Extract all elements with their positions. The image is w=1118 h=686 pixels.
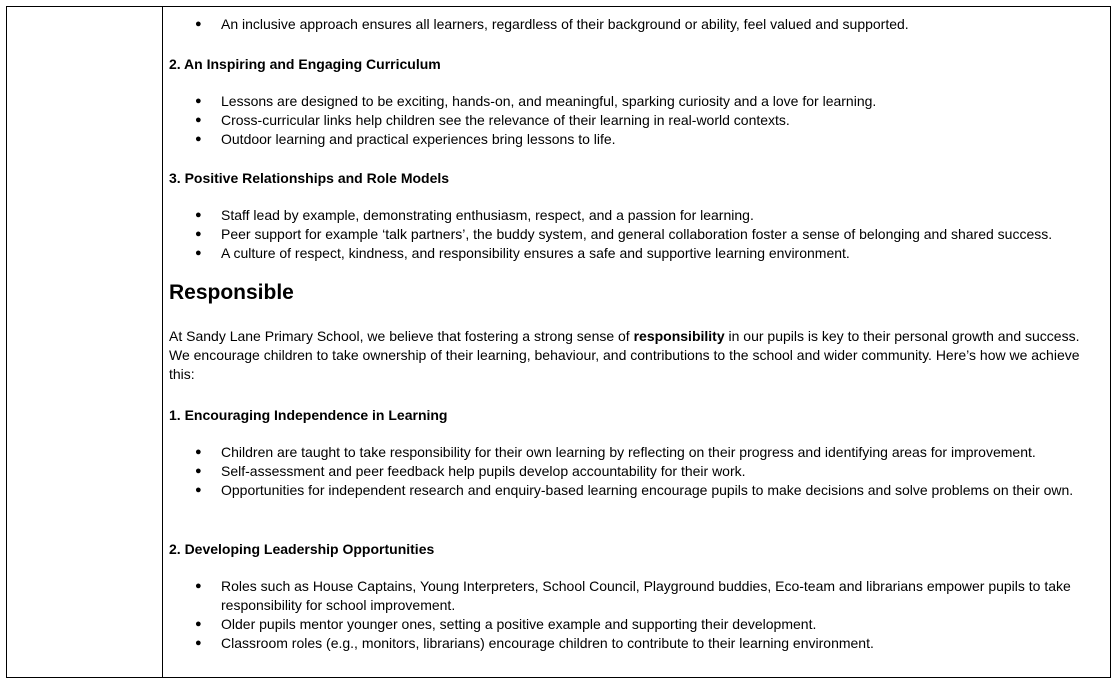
list-item: ● Classroom roles (e.g., monitors, librarians) encourage children to contribute to their learning environment. xyxy=(169,634,1099,653)
section-heading: 1. Encouraging Independence in Learning xyxy=(169,407,448,423)
intro-paragraph xyxy=(169,327,1104,384)
para-bold: responsibility xyxy=(633,328,725,344)
list-item: ● Staff lead by example, demonstrating enthusiasm, respect, and a passion for learning. xyxy=(169,206,1109,225)
list-item: ● Outdoor learning and practical experiences bring lessons to life. xyxy=(169,130,1109,149)
list-item: ● An inclusive approach ensures all learners, regardless of their background or ability, feel valued and supported. xyxy=(169,15,1109,34)
list-item: ● Self-assessment and peer feedback help pupils develop accountability for their work. xyxy=(169,462,1094,481)
r-section2-list xyxy=(169,577,1099,653)
para-text: in our pupils is key to their personal growth and success. We encourage children to take ownership of their learning, behaviour, and contributions to the school and wider community. Here’s how we achieve this: xyxy=(169,328,1080,382)
list-item: ● Opportunities for independent research and enquiry-based learning encourage pupils to make decisions and solve problems on their own. xyxy=(169,481,1094,500)
section-heading: 2. An Inspiring and Engaging Curriculum xyxy=(169,56,441,72)
section-heading: 2. Developing Leadership Opportunities xyxy=(169,541,435,557)
list-item: ● Cross-curricular links help children see the relevance of their learning in real-world contexts. xyxy=(169,111,1109,130)
section3-list xyxy=(169,206,1109,263)
list-item: ● Older pupils mentor younger ones, setting a positive example and supporting their development. xyxy=(169,615,1099,634)
para-text: At Sandy Lane Primary School, we believe that fostering a strong sense of xyxy=(169,328,634,344)
page-heading: Responsible xyxy=(169,281,294,304)
section2-list xyxy=(169,92,1109,149)
section-heading: 3. Positive Relationships and Role Models xyxy=(169,170,450,186)
list-item: ● Roles such as House Captains, Young Interpreters, School Council, Playground buddies, Eco-team and librarians empower pupils to take responsibility for school improvement. xyxy=(169,577,1099,615)
list-item: ● Lessons are designed to be exciting, hands-on, and meaningful, sparking curiosity and a love for learning. xyxy=(169,92,1109,111)
list-item: ● Children are taught to take responsibility for their own learning by reflecting on their progress and identifying areas for improvement. xyxy=(169,443,1094,462)
document-table xyxy=(6,6,1111,678)
r-section1-list xyxy=(169,443,1094,500)
list-item: ● Peer support for example ‘talk partners’, the buddy system, and general collaboration foster a sense of belonging and shared success. xyxy=(169,225,1109,244)
column-divider xyxy=(162,7,163,677)
list-item: ● A culture of respect, kindness, and responsibility ensures a safe and supportive learning environment. xyxy=(169,244,1109,263)
intro-list xyxy=(169,15,1109,34)
